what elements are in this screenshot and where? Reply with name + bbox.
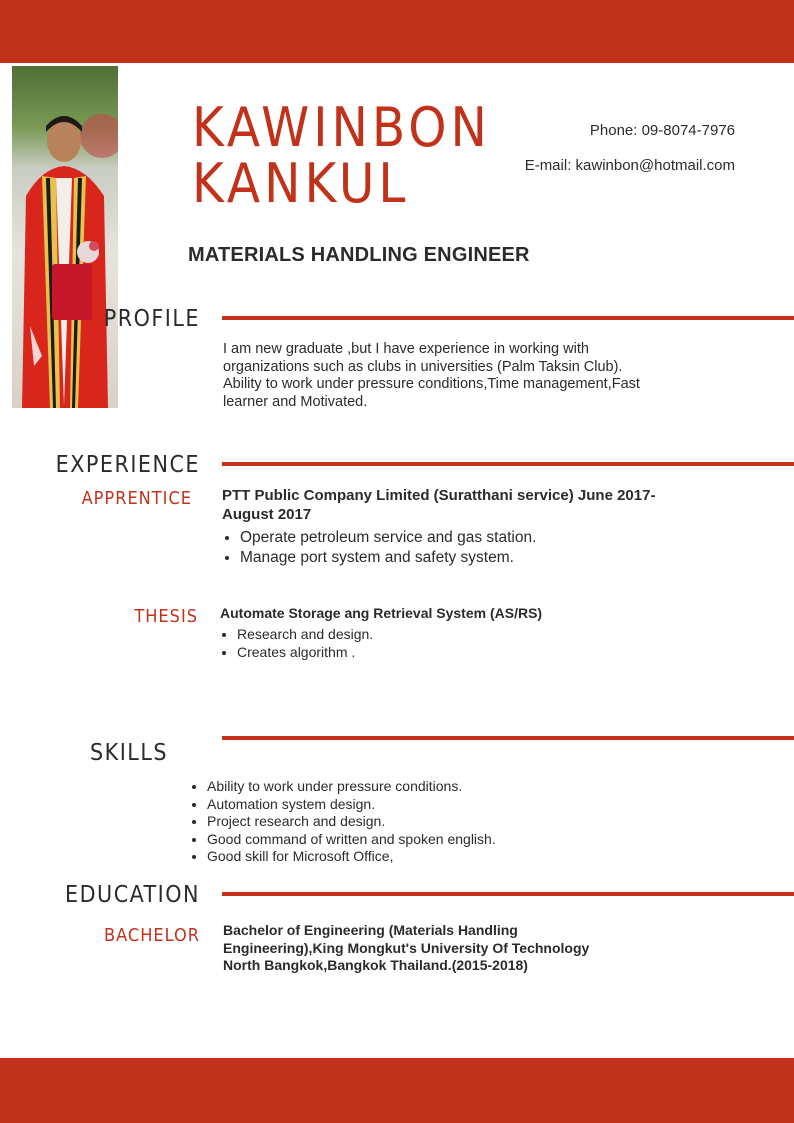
profile-text: I am new graduate ,but I have experience in working with organizations such as clubs in universities (Palm Taksin Club). Ability to work under pressure conditions,Time management,Fast learner and Motivated. bbox=[223, 341, 640, 410]
education-heading: EDUCATION bbox=[65, 882, 200, 908]
job-title: MATERIALS HANDLING ENGINEER bbox=[188, 244, 530, 266]
list-item: • Good skill for Microsoft Office, bbox=[207, 848, 496, 866]
email-address: E-mail: kawinbon@hotmail.com bbox=[524, 157, 735, 174]
list-item: • Creates algorithm . bbox=[237, 643, 373, 661]
experience-divider bbox=[222, 462, 794, 466]
skills-divider bbox=[222, 736, 794, 740]
list-item: • Automation system design. bbox=[207, 796, 496, 814]
thesis-label: THESIS bbox=[134, 606, 198, 627]
bachelor-label: BACHELOR bbox=[104, 925, 200, 946]
list-item: • Manage port system and safety system. bbox=[240, 548, 536, 568]
bottom-banner bbox=[0, 1058, 794, 1123]
candidate-name bbox=[192, 96, 491, 215]
thesis-title: Automate Storage ang Retrieval System (AS/RS) bbox=[220, 605, 543, 621]
profile-photo bbox=[12, 66, 118, 408]
apprentice-title: PTT Public Company Limited (Suratthani service) June 2017-August 2017 bbox=[222, 487, 656, 523]
graduate-portrait-illustration bbox=[12, 66, 118, 408]
apprentice-duties bbox=[222, 528, 536, 568]
name-first: KAWINBON bbox=[192, 96, 491, 159]
thesis-tasks bbox=[219, 625, 373, 661]
phone-number: Phone: 09-8074-7976 bbox=[589, 122, 735, 139]
skills-list bbox=[189, 778, 496, 866]
list-item: • Operate petroleum service and gas station. bbox=[240, 528, 536, 548]
skills-heading: SKILLS bbox=[90, 740, 168, 766]
profile-heading: PROFILE bbox=[103, 306, 200, 332]
list-item: • Good command of written and spoken english. bbox=[207, 831, 496, 849]
list-item: • Ability to work under pressure conditions. bbox=[207, 778, 496, 796]
profile-divider bbox=[222, 316, 794, 320]
top-banner bbox=[0, 0, 794, 63]
list-item: • Project research and design. bbox=[207, 813, 496, 831]
education-divider bbox=[222, 892, 794, 896]
experience-heading: EXPERIENCE bbox=[55, 452, 200, 478]
apprentice-label: APPRENTICE bbox=[81, 488, 192, 509]
education-text: Bachelor of Engineering (Materials Handling Engineering),King Mongkut's University Of Technology North Bangkok,Bangkok Thailand.(2015-2018) bbox=[223, 922, 590, 973]
list-item: • Research and design. bbox=[237, 625, 373, 643]
name-last: KANKUL bbox=[192, 152, 410, 215]
